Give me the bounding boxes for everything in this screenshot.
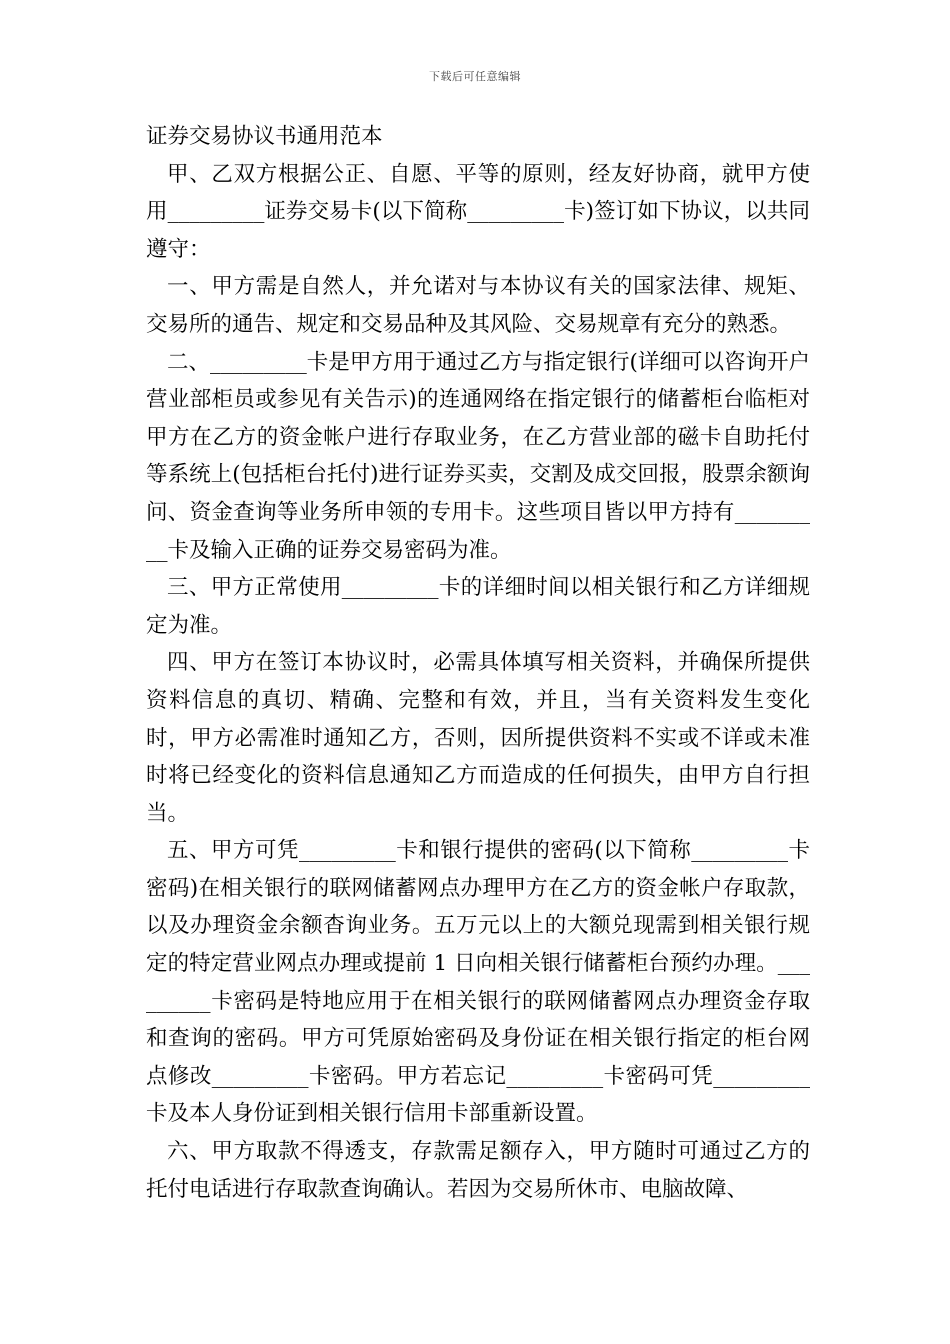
paragraph-clause-3: 三、甲方正常使用_________卡的详细时间以相关银行和乙方详细规定为准。 [146, 575, 810, 638]
paragraph-clause-5: 五、甲方可凭_________卡和银行提供的密码(以下简称_________卡密码)在相关银行的联网储蓄网点办理甲方在乙方的资金帐户存取款，以及办理资金余额杳询业务。五万元以上的大额兑现需到相关银行规定的特定营业网点办理或提前 1 日向相关银行储蓄柜台预约办理。_________卡密码是特地应用于在相关银行的联网储蓄网点办理资金存取和查询的密码。甲方可凭原始密码及身份证在相关银行指定的柜台网点修改_________卡密码。甲方若忘记_________卡密码可凭_________卡及本人身份证到相关银行信用卡部重新设置。 [146, 838, 810, 1127]
paragraph-intro: 甲、乙双方根据公正、自愿、平等的原则，经友好协商，就甲方使用_________证券交易卡(以下简称_________卡)签订如下协议，以共同遵守： [146, 161, 810, 262]
header-note: 下载后可任意编辑 [429, 70, 521, 83]
paragraph-clause-1: 一、甲方需是自然人，并允诺对与本协议有关的国家法律、规矩、交易所的通告、规定和交易品种及其风险、交易规章有充分的熟悉。 [146, 274, 810, 337]
document-title: 证券交易协议书通用范本 [146, 124, 383, 149]
paragraph-clause-4: 四、甲方在签订本协议时，必需具体填写相关资料，并确保所提供资料信息的真切、精确、完整和有效，并且，当有关资料发生变化时，甲方必需准时通知乙方，否则，因所提供资料不实或不详或未准时将已经变化的资料信息通知乙方而造成的任何损失，由甲方自行担当。 [146, 650, 810, 826]
paragraph-clause-6: 六、甲方取款不得透支，存款需足额存入，甲方随时可通过乙方的托付电话进行存取款查询确认。若因为交易所休市、电脑故障、 [146, 1139, 810, 1202]
document-body [146, 118, 810, 1208]
paragraph-clause-2: 二、_________卡是甲方用于通过乙方与指定银行(详细可以咨询开户营业部柜员或参见有关告示)的连通网络在指定银行的储蓄柜台临柜对甲方在乙方的资金帐户进行存取业务，在乙方营业部的磁卡自助托付等系统上(包括柜台托付)进行证券买卖，交割及成交回报，股票余额询问、资金查询等业务所申领的专用卡。这些项目皆以甲方持有_________卡及输入正确的证券交易密码为准。 [146, 349, 810, 563]
